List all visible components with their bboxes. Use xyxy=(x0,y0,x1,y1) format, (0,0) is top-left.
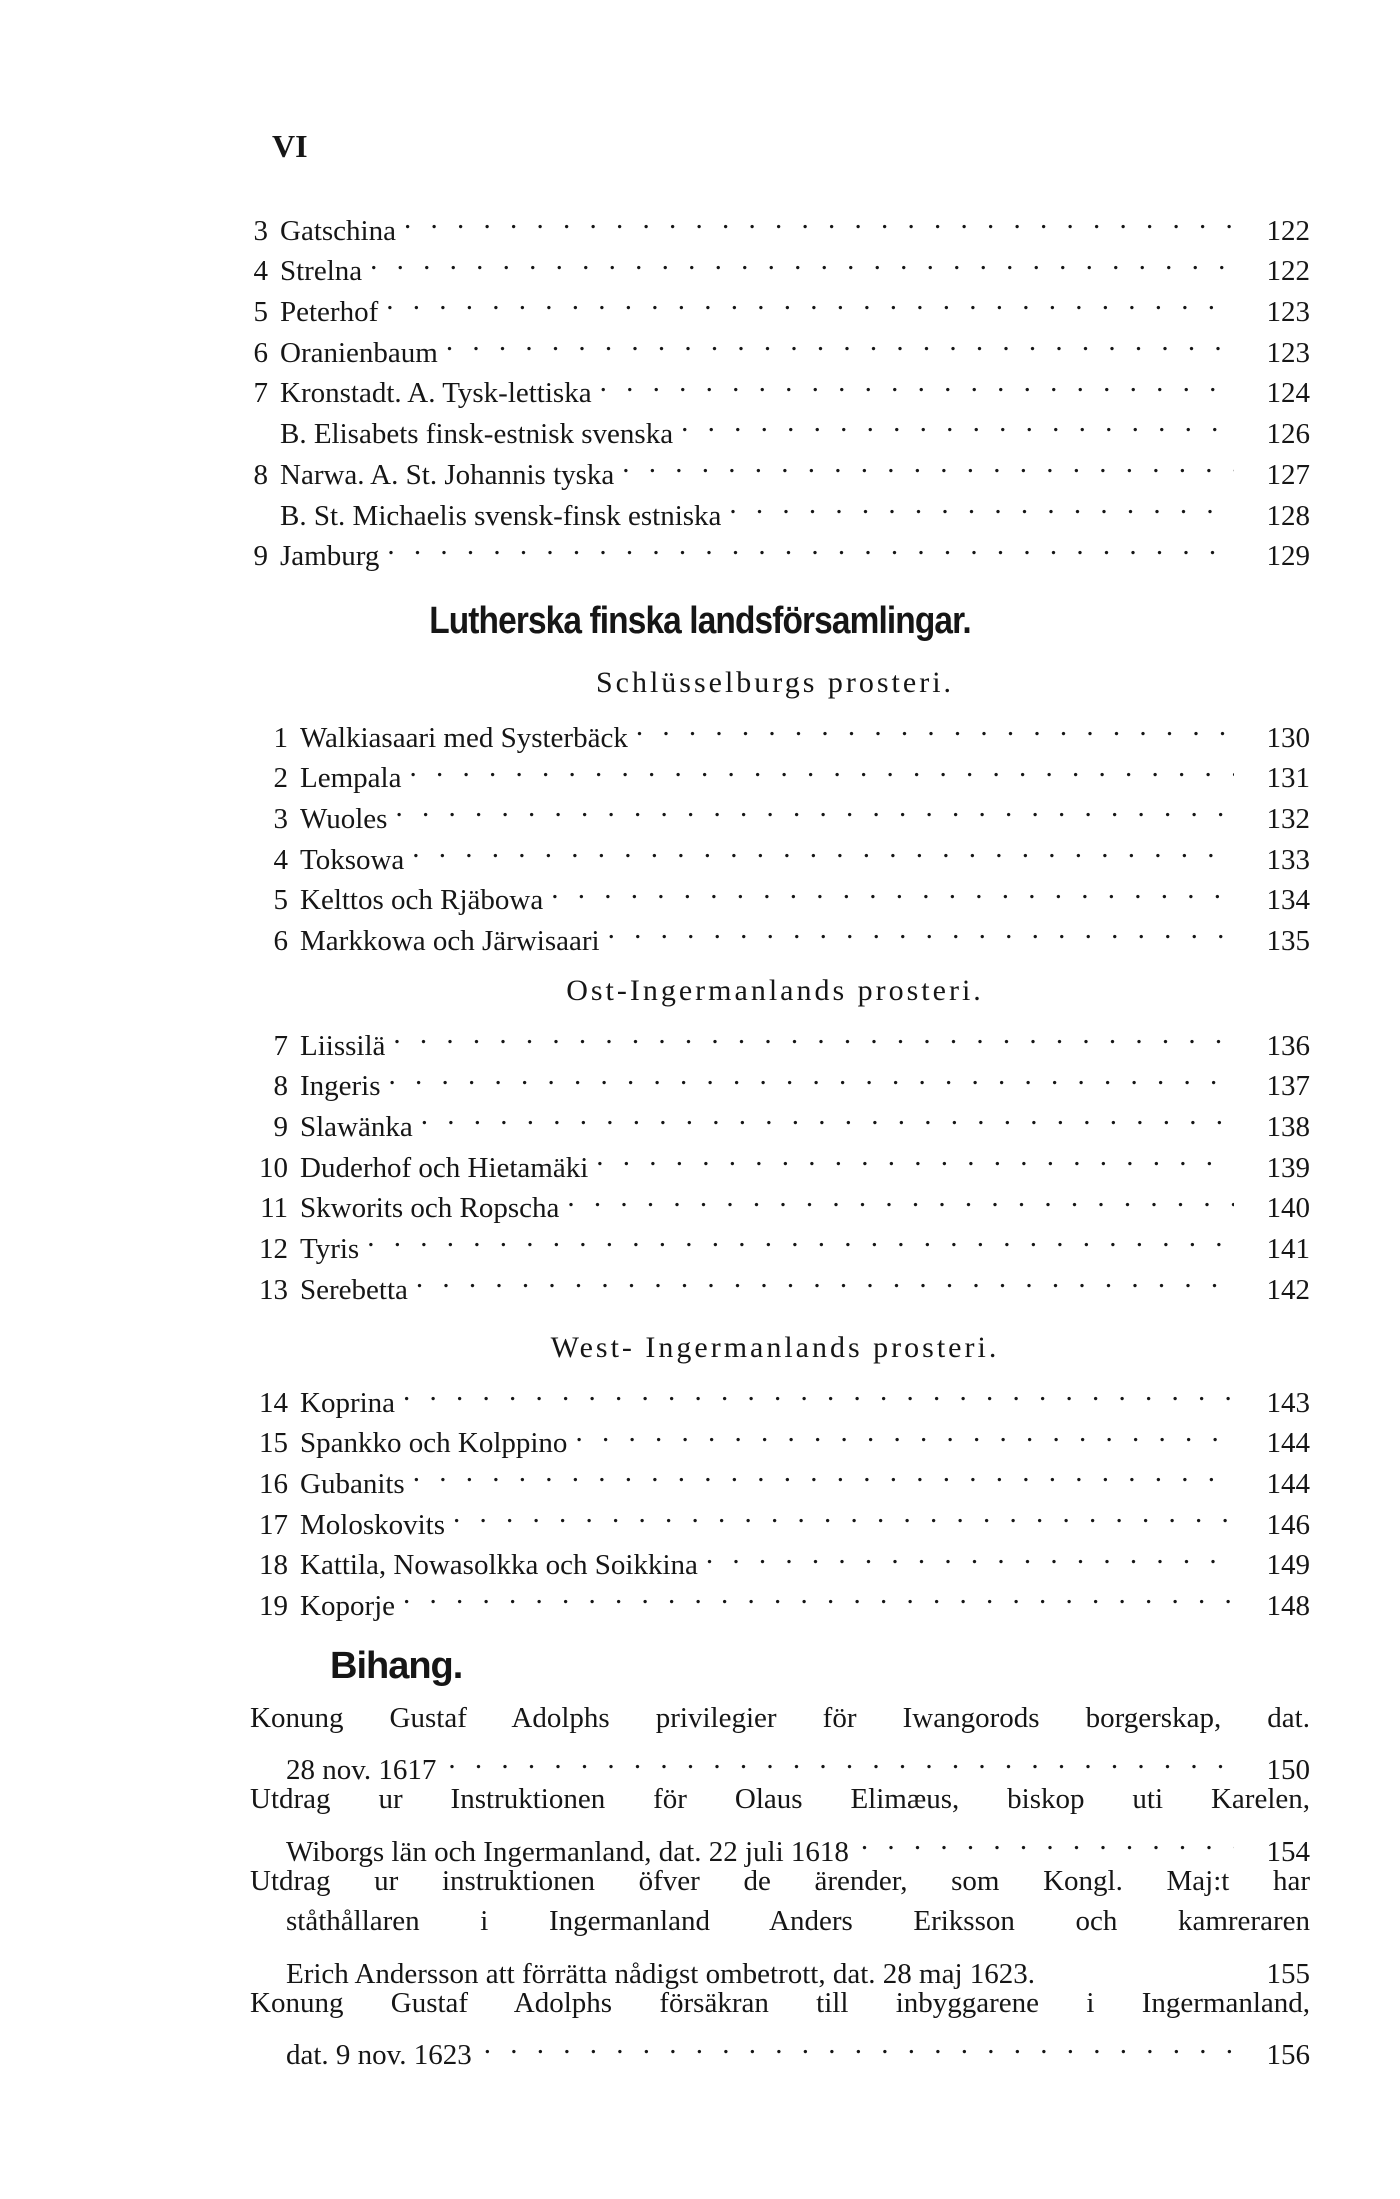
toc-entry: 6 Oranienbaum . . . 123 xyxy=(240,321,1310,362)
toc-entry: Wiborgs län och Ingermanland, dat. 22 juli 1618 . . . 154 xyxy=(250,1820,1310,1861)
toc-entry: 3 Wuoles . . . 132 xyxy=(240,787,1310,828)
toc-entry: 17 Moloskovits . . . 146 xyxy=(240,1493,1310,1534)
toc-entry: 8 Narwa. A. St. Johannis tyska . . . 127 xyxy=(240,443,1310,484)
toc-entry: 9 Slawänka . . . 138 xyxy=(240,1095,1310,1136)
toc-entry: 19 Koporje . . . 148 xyxy=(240,1574,1310,1615)
toc-entry: 4 Toksowa . . . 133 xyxy=(240,828,1310,869)
toc-entry: 9 Jamburg . . . 129 xyxy=(240,525,1310,566)
toc-entry: 6 Markkowa och Järwisaari . . . 135 xyxy=(240,909,1310,950)
toc-entry: 16 Gubanits . . . 144 xyxy=(240,1452,1310,1493)
toc-entry: 4 Strelna . . . 122 xyxy=(240,240,1310,281)
toc-entry: 7 Liissilä . . . 136 xyxy=(240,1014,1310,1055)
page-number: VI xyxy=(272,128,308,164)
heading-bihang: Bihang. xyxy=(330,1645,463,1687)
appendix-line: Utdrag ur instruktionen öfver de ärender, som Kongl. Maj:t har xyxy=(250,1864,1310,1897)
toc-entry: 5 Kelttos och Rjäbowa . . . 134 xyxy=(240,869,1310,910)
toc-section-bihang xyxy=(250,1698,1310,2072)
toc-entry: B. St. Michaelis svensk-finsk estniska . . . 128 xyxy=(240,484,1310,525)
toc-section-west-ingermanland xyxy=(240,1371,1310,1623)
toc-entry: 8 Ingeris . . . 137 xyxy=(240,1055,1310,1096)
appendix-line: Utdrag ur Instruktionen för Olaus Elimæus, biskop uti Karelen, xyxy=(250,1783,1310,1816)
toc-entry: B. Elisabets finsk-estnisk svenska . . . 126 xyxy=(240,402,1310,443)
toc-entry: 28 nov. 1617 . . . 150 xyxy=(250,1739,1310,1780)
toc-entry: 10 Duderhof och Hietamäki . . . 139 xyxy=(240,1136,1310,1177)
toc-entry: 14 Koprina . . . 143 xyxy=(240,1371,1310,1412)
toc-entry: 7 Kronstadt. A. Tysk-lettiska . . . 124 xyxy=(240,362,1310,403)
subheading-ost-ingermanland: Ost-Ingermanlands prosteri. xyxy=(566,974,984,1007)
toc-entry: 5 Peterhof . . . 123 xyxy=(240,280,1310,321)
toc-entry: Erich Andersson att förrätta nådigst ombetrott, dat. 28 maj 1623. 155 xyxy=(286,1957,1310,1990)
toc-entry: 2 Lempala . . . 131 xyxy=(240,747,1310,788)
toc-section-ost-ingermanland xyxy=(240,1014,1310,1306)
toc-entry: 12 Tyris . . . 141 xyxy=(240,1217,1310,1258)
toc-entry: 11 Skworits och Ropscha . . . 140 xyxy=(240,1177,1310,1218)
toc-entry: 1 Walkiasaari med Systerbäck . . . 130 xyxy=(240,706,1310,747)
toc-entry: 18 Kattila, Nowasolkka och Soikkina . . . 149 xyxy=(240,1534,1310,1575)
subheading-schlusselburg: Schlüsselburgs prosteri. xyxy=(595,666,955,699)
toc-entry: 13 Serebetta . . . 142 xyxy=(240,1258,1310,1299)
toc-entry: 15 Spankko och Kolppino . . . 144 xyxy=(240,1412,1310,1453)
appendix-line: Konung Gustaf Adolphs försäkran till inbyggarene i Ingermanland, xyxy=(250,1986,1310,2019)
appendix-line: Konung Gustaf Adolphs privilegier för Iwangorods borgerskap, dat. xyxy=(250,1702,1310,1734)
appendix-line: ståthållaren i Ingermanland Anders Eriksson och kamreraren xyxy=(286,1905,1310,1938)
subheading-west-ingermanland: West- Ingermanlands prosteri. xyxy=(550,1331,1000,1364)
toc-entry: 3 Gatschina . . . 122 xyxy=(240,199,1310,240)
toc-entry: dat. 9 nov. 1623 . . . 156 xyxy=(250,2024,1310,2065)
heading-lutherska-finska: Lutherska finska landsförsamlingar. xyxy=(429,600,971,642)
toc-section-schlusselburg xyxy=(240,706,1310,958)
toc-section-ingermanland-cities xyxy=(240,199,1310,573)
